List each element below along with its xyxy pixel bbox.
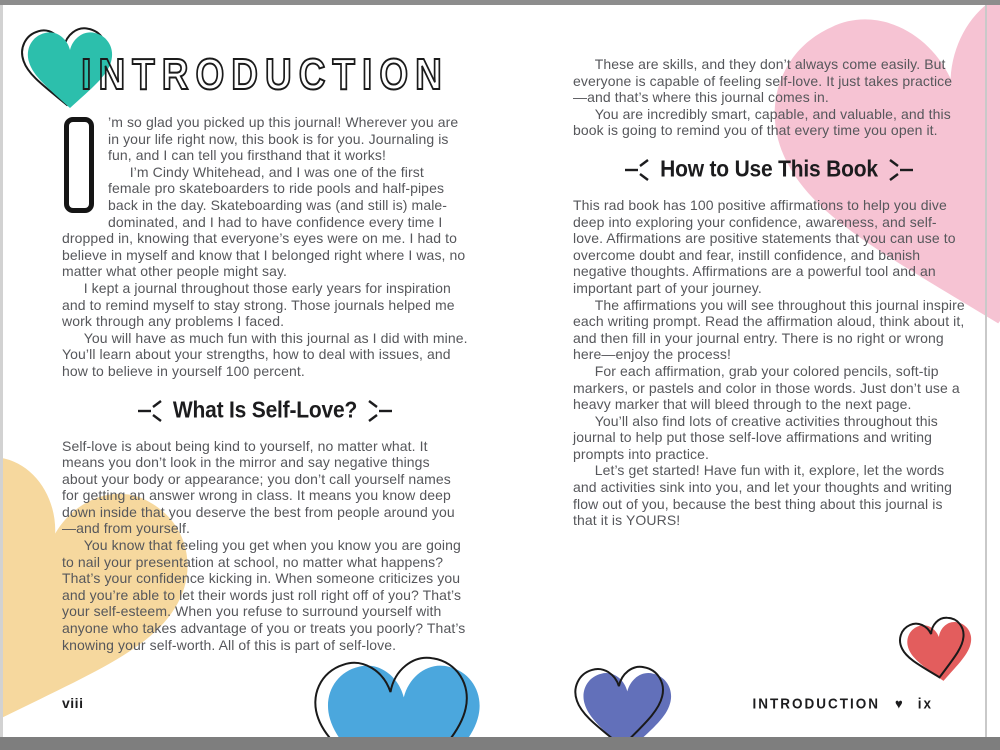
self-love-text-block bbox=[62, 438, 468, 654]
paragraph: You know that feeling you get when you know you are going to nail your presentation at school, no matter what happens? That’s your confidence kicking in. When someone criticizes you and you’re able to let their words just roll right off of you? That’s your self-esteem. When you refuse to surround yourself with anyone who takes advantage of you or treats you poorly? That’s knowing your self-worth. All of this is part of self-love. bbox=[62, 537, 466, 653]
page-number-left: viii bbox=[62, 695, 84, 711]
paragraph: You will have as much fun with this journal as I did with mine. You’ll learn about your strengths, how to deal with issues, and how to believe in yourself 100 percent. bbox=[62, 329, 468, 379]
paragraph: You’ll also find lots of creative activities throughout this journal to help put those self-love affirmations and writing prompts into practice. bbox=[573, 412, 938, 462]
paragraph: ’m so glad you picked up this journal! Wherever you are in your life right now, this book is for you. Journaling is fun, and I can tell you firsthand that it works! bbox=[62, 114, 468, 164]
page-edge-bottom bbox=[0, 737, 1000, 750]
page-title: INTRODUCTION bbox=[81, 50, 449, 99]
section-heading-what-is-self-love bbox=[62, 398, 468, 424]
page-edge-left bbox=[0, 5, 3, 737]
page-number-right: ix bbox=[917, 695, 933, 712]
paragraph: Self-love is about being kind to yourself, no matter what. It means you don’t look in the mirror and say negative things about your body or appearance; you don’t call yourself names for getting an answer wrong in class. It means you know deep down inside that you deserve the best from people around you—and from yourself. bbox=[62, 437, 455, 537]
blue-heart-icon bbox=[303, 638, 483, 750]
running-footer bbox=[573, 695, 933, 711]
paragraph: Let’s get started! Have fun with it, explore, let the words and activities sink into you, and let your thoughts and writing flow out of you, because the best thing about this journal is that it is YOURS! bbox=[573, 462, 953, 529]
heading-dash-right-icon bbox=[887, 157, 913, 183]
drop-cap-letter-i bbox=[64, 117, 94, 213]
paragraph: These are skills, and they don’t always come easily. But everyone is capable of feeling self-love. It just takes practice—and that’s where this journal comes in. bbox=[573, 56, 953, 106]
footer-section-label: INTRODUCTION bbox=[752, 695, 881, 712]
footer-heart-icon: ♥ bbox=[895, 695, 903, 712]
paragraph: You are incredibly smart, capable, and valuable, and this book is going to remind you of that every time you open it. bbox=[573, 105, 951, 139]
heading-dash-right-icon bbox=[366, 398, 392, 424]
paragraph: The affirmations you will see throughout this journal inspire each writing prompt. Read the affirmation aloud, think about it, and then fill in your journal entry. There is no right or wrong here—enjoy the process! bbox=[573, 296, 965, 363]
section-heading-how-to-use bbox=[573, 157, 965, 183]
red-heart-icon bbox=[892, 607, 976, 691]
paragraph: I kept a journal throughout those early years for inspiration and to remind myself to stay strong. Those journals helped me work through any problems I faced. bbox=[62, 279, 455, 330]
intro-text-block bbox=[62, 114, 468, 380]
section-heading-text: How to Use This Book bbox=[660, 156, 878, 183]
page-edge-right bbox=[985, 5, 987, 737]
how-to-use-text-block bbox=[573, 197, 965, 529]
section-heading-text: What Is Self-Love? bbox=[172, 397, 358, 423]
heading-dash-left-icon bbox=[625, 157, 651, 183]
paragraph: I’m Cindy Whitehead, and I was one of the first female pro skateboarders to ride pools and half-pipes back in the day. Skateboarding was (and still is) male-dominated, and I had to have confidence every time I dropped in, knowing that everyone’s eyes were on me. I had to believe in myself and know that I belonged right where I was, no matter what other people might say. bbox=[62, 163, 466, 280]
heading-dash-left-icon bbox=[138, 398, 164, 424]
paragraph: For each affirmation, grab your colored pencils, soft-tip markers, or pastels and color in those words. Just don’t use a heavy marker that will bleed through to the next page. bbox=[573, 362, 960, 413]
page-right bbox=[573, 56, 965, 529]
page-left bbox=[62, 50, 468, 653]
continuation-text-block bbox=[573, 56, 965, 139]
paragraph: This rad book has 100 positive affirmations to help you dive deep into exploring your confidence, awareness, and self-love. Affirmations are positive statements that you can use to overcome doubt and fear, instill confidence, and banish negative thoughts. Affirmations are a powerful tool and an important part of your journey. bbox=[573, 196, 956, 296]
page-edge-top bbox=[0, 0, 1000, 5]
